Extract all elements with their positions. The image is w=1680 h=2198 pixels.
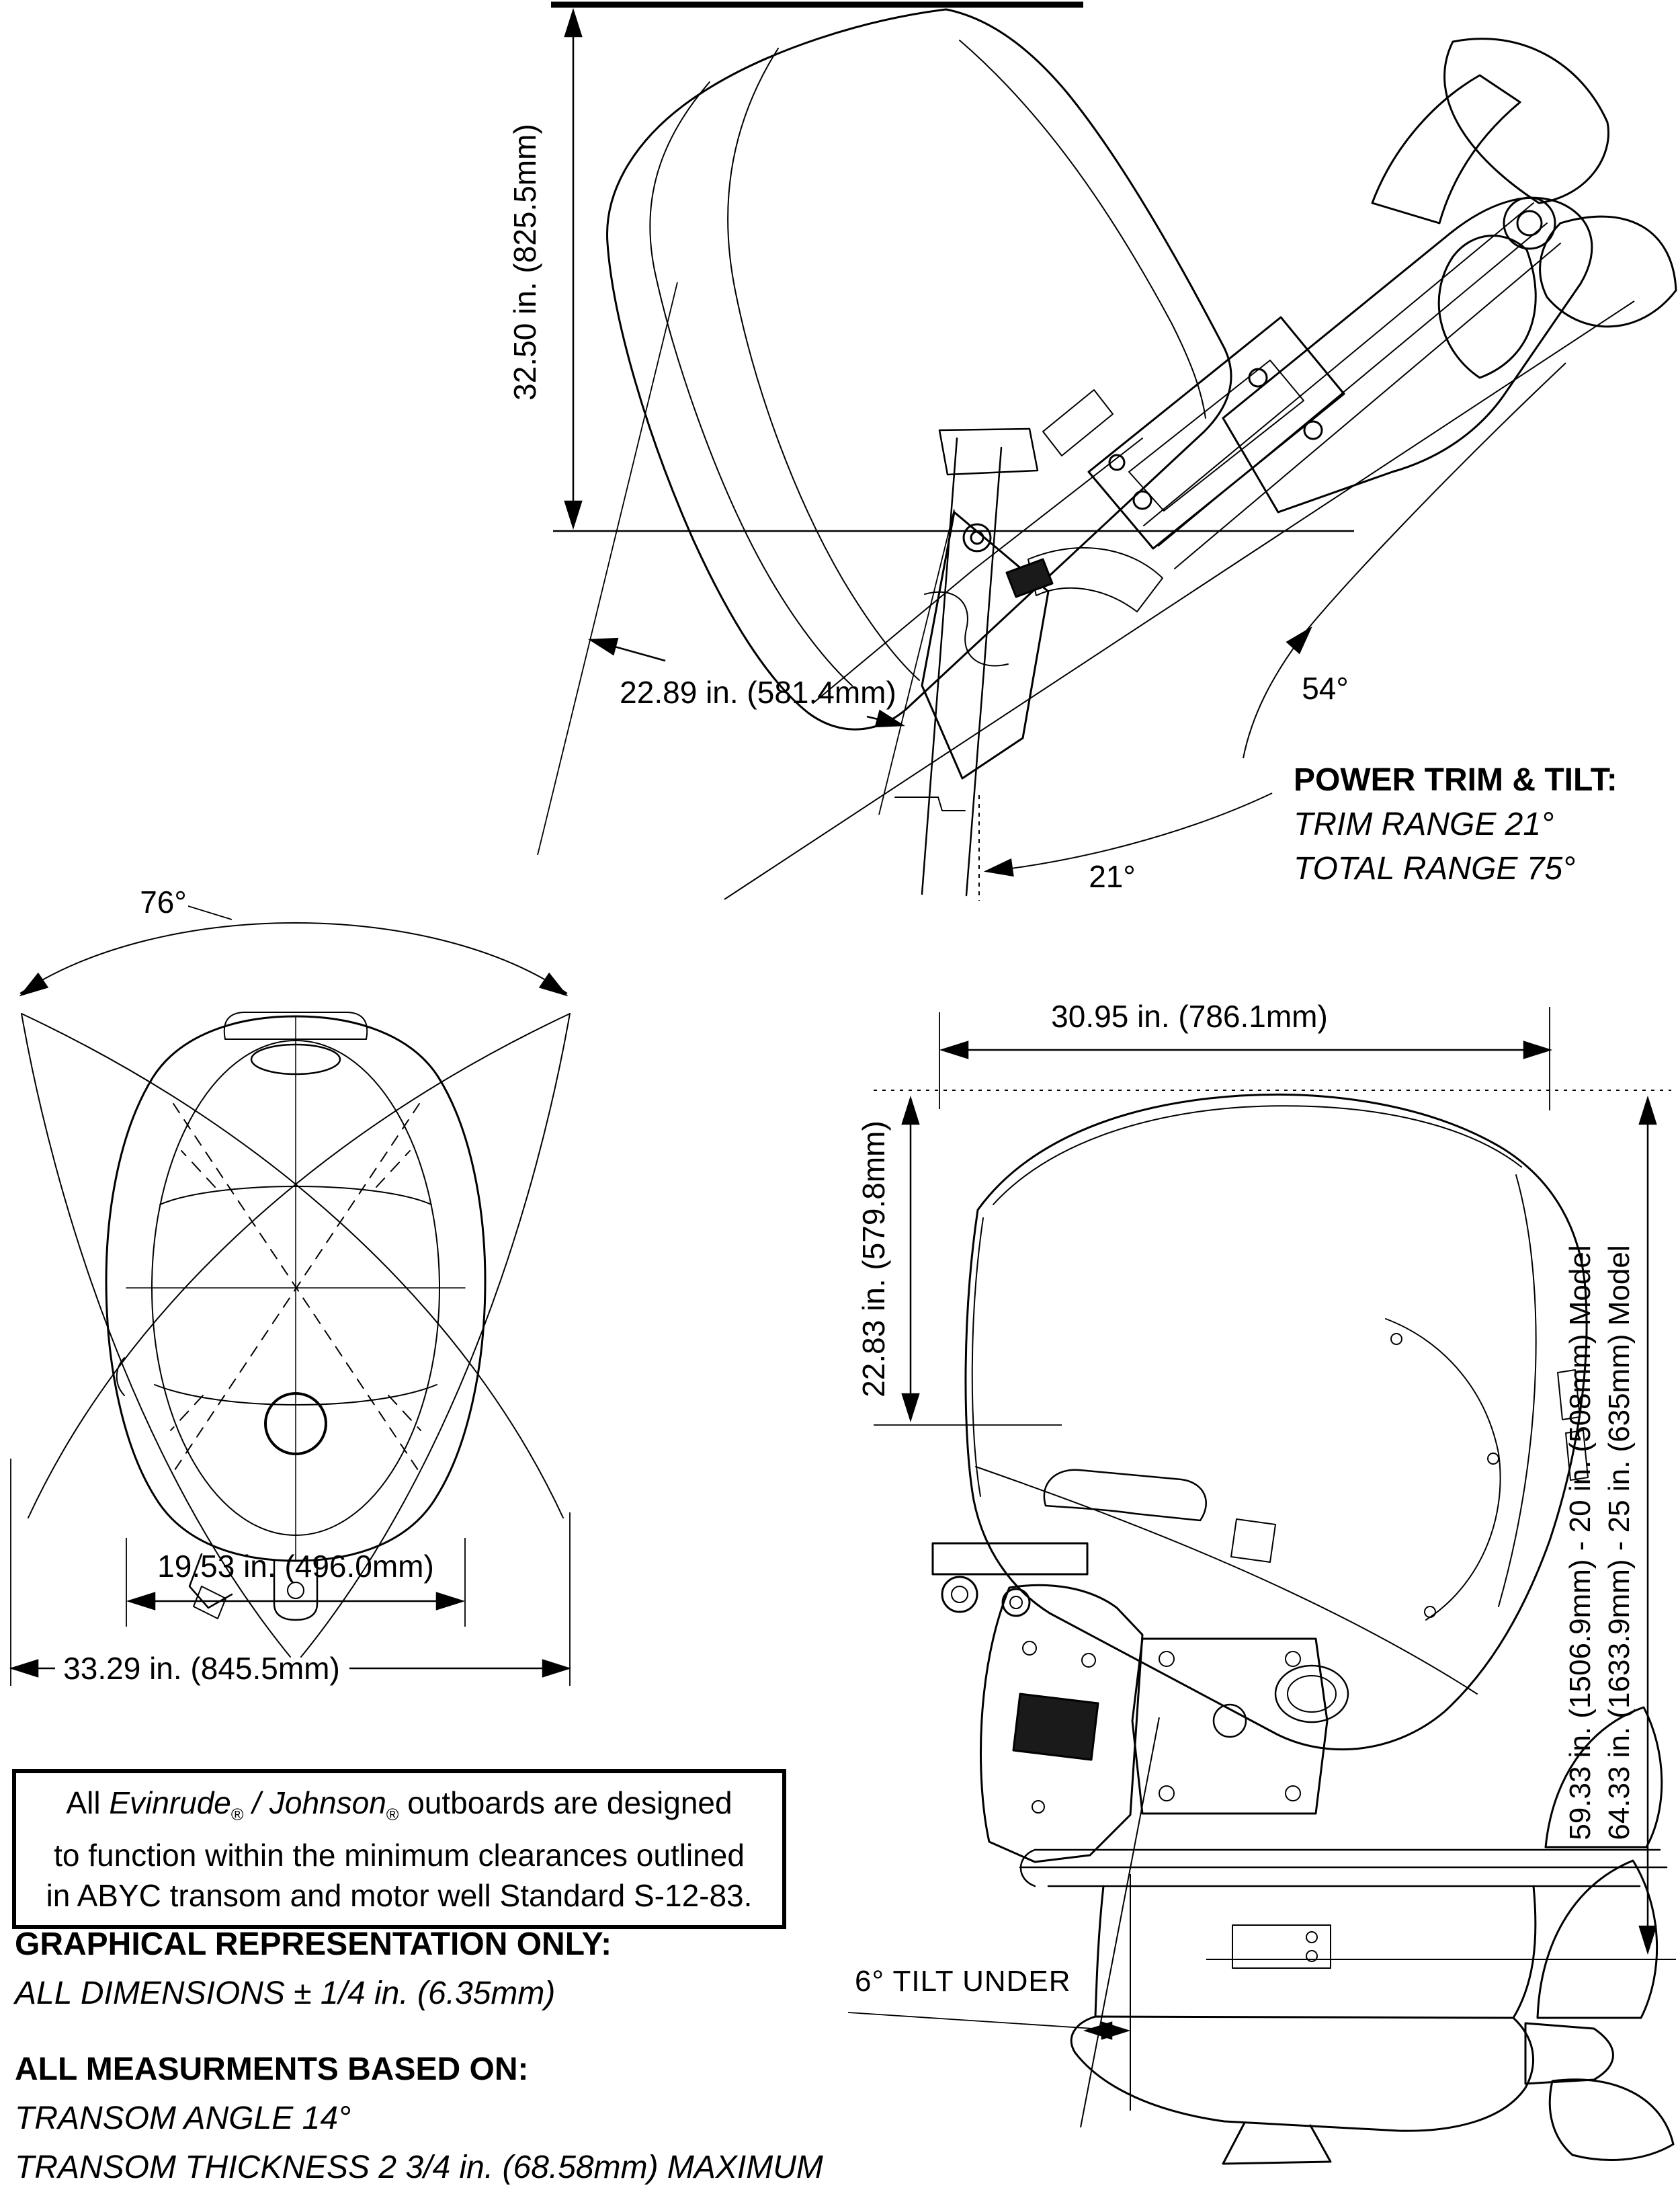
power-trim-tilt-note xyxy=(1294,758,1618,891)
clearance-suffix: outboards are designed xyxy=(398,1785,732,1820)
height-model-25-label: 64.33 in. (1633.9mm) - 25 in. (635mm) Model xyxy=(1603,1245,1636,1840)
tilt-under-label: 6° TILT UNDER xyxy=(855,1965,1071,1998)
swing-width-dimension-label: 33.29 in. (845.5mm) xyxy=(63,1651,340,1686)
registered-mark-icon: ® xyxy=(386,1805,399,1825)
total-range-text: TOTAL RANGE 75° xyxy=(1294,851,1576,887)
brand-johnson: Johnson xyxy=(269,1785,386,1820)
trim-range-text: TRIM RANGE 21° xyxy=(1294,807,1554,842)
power-trim-title: POWER TRIM & TILT: xyxy=(1294,762,1618,798)
clearance-line-2: to function within the minimum clearances outlined xyxy=(54,1838,745,1873)
clearance-prefix: All xyxy=(66,1785,110,1820)
clearance-line-3: in ABYC transom and motor well Standard S-12-83. xyxy=(46,1878,753,1914)
side-view-dimensions xyxy=(848,1007,1676,2127)
transom-angle-text: TRANSOM ANGLE 14° xyxy=(15,2101,351,2136)
brand-evinrude: Evinrude xyxy=(109,1785,231,1820)
cowl-height-dimension-label: 22.83 in. (579.8mm) xyxy=(856,1121,891,1397)
clearance-note-box xyxy=(12,1769,786,1929)
brand-separator: / xyxy=(243,1785,269,1820)
measurements-basis-heading: ALL MEASURMENTS BASED ON: xyxy=(15,2051,529,2087)
height-dimension-label: 32.50 in. (825.5mm) xyxy=(507,124,542,401)
clearance-dimension-label: 22.89 in. (581.4mm) xyxy=(620,675,896,710)
cowl-width-dimension-label: 19.53 in. (496.0mm) xyxy=(157,1549,434,1584)
trim-angle-label: 21° xyxy=(1089,859,1136,894)
registered-mark-icon: ® xyxy=(230,1805,244,1825)
height-model-20-label: 59.33 in. (1506.9mm) - 20 in. (508mm) Model xyxy=(1564,1245,1597,1840)
steering-angle-label: 76° xyxy=(140,885,187,920)
length-dimension-label: 30.95 in. (786.1mm) xyxy=(1051,999,1328,1034)
graphical-representation-heading: GRAPHICAL REPRESENTATION ONLY: xyxy=(15,1926,612,1962)
side-motor-drawing xyxy=(933,1094,1673,2164)
dimension-tolerance-text: ALL DIMENSIONS ± 1/4 in. (6.35mm) xyxy=(15,1976,556,2011)
transom-thickness-text: TRANSOM THICKNESS 2 3/4 in. (68.58mm) MAXIMUM xyxy=(15,2150,823,2185)
footer-notes xyxy=(15,1926,862,2198)
tilt-angle-label: 54° xyxy=(1302,671,1349,706)
clearance-line-1 xyxy=(30,1783,769,1835)
